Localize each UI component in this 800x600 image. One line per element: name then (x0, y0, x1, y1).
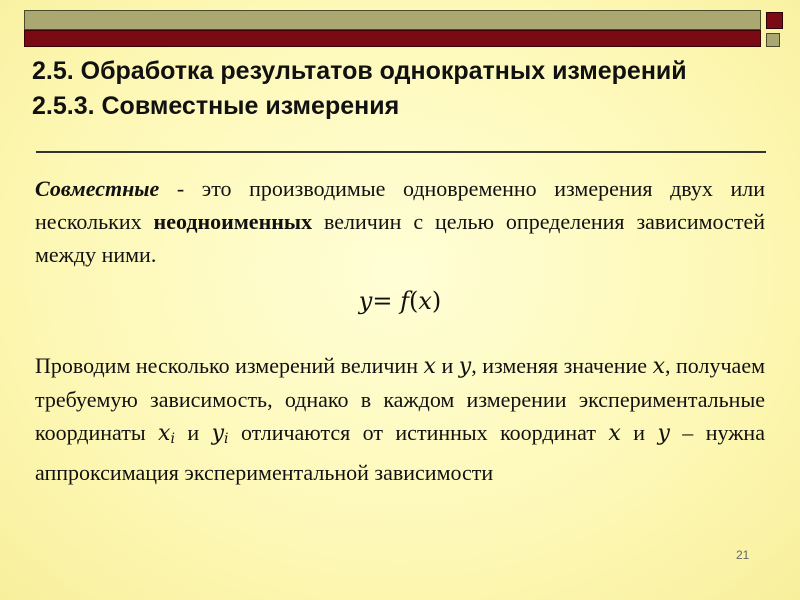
var-x-i: x (158, 421, 171, 446)
title-line-2: 2.5.3. Совместные измерения (32, 92, 400, 120)
page-number: 21 (736, 548, 750, 562)
formula-open-paren: ( (408, 287, 419, 315)
title-divider (36, 151, 766, 153)
defined-term: Совместные (35, 176, 160, 201)
title-line-1: 2.5. Обработка результатов однократных измерений (32, 57, 687, 85)
p2-text-2: и (435, 353, 459, 378)
p2-text-5: и (174, 420, 212, 445)
formula-y: y (358, 287, 373, 315)
var-x-3: x (608, 421, 621, 446)
header-red-bar (24, 30, 761, 47)
formula (0, 285, 800, 317)
corner-olive-square (766, 33, 780, 47)
formula-f: f (400, 287, 409, 315)
p2-text-8: – нужна аппроксимация экспериментальной зависимости (35, 420, 765, 485)
subscript-i-2: i (224, 431, 229, 447)
definition-paragraph (35, 172, 765, 271)
definition-text-1: - это производимые одновременно измерения двух или нескольких (35, 176, 765, 234)
formula-equals: = (372, 287, 401, 315)
p2-text-4: , получаем требуемую зависимость, однако в каждом измерении экспериментальные координаты (35, 353, 766, 445)
p2-text-3: , изменяя значение (471, 353, 653, 378)
approximation-paragraph (35, 349, 765, 489)
p2-text-7: и (620, 420, 658, 445)
var-y-1: y (458, 354, 472, 379)
var-y-3: y (657, 421, 670, 446)
definition-text-2: величин с целью определения зависимостей между ними. (35, 209, 765, 267)
var-x-2: x (652, 354, 666, 379)
definition-bold-word: неодноименных (153, 209, 313, 234)
var-y-i: y (211, 421, 225, 446)
p2-text-1: Проводим несколько измерений величин (35, 353, 424, 378)
formula-close-paren: ) (431, 287, 442, 315)
subscript-i-1: i (170, 431, 175, 447)
var-x-1: x (423, 354, 436, 379)
header-olive-bar (24, 10, 761, 30)
p2-text-6: отличаются от истинных координат (228, 420, 609, 445)
slide-title (32, 54, 772, 124)
corner-red-square (766, 12, 783, 29)
formula-x: x (418, 287, 432, 315)
